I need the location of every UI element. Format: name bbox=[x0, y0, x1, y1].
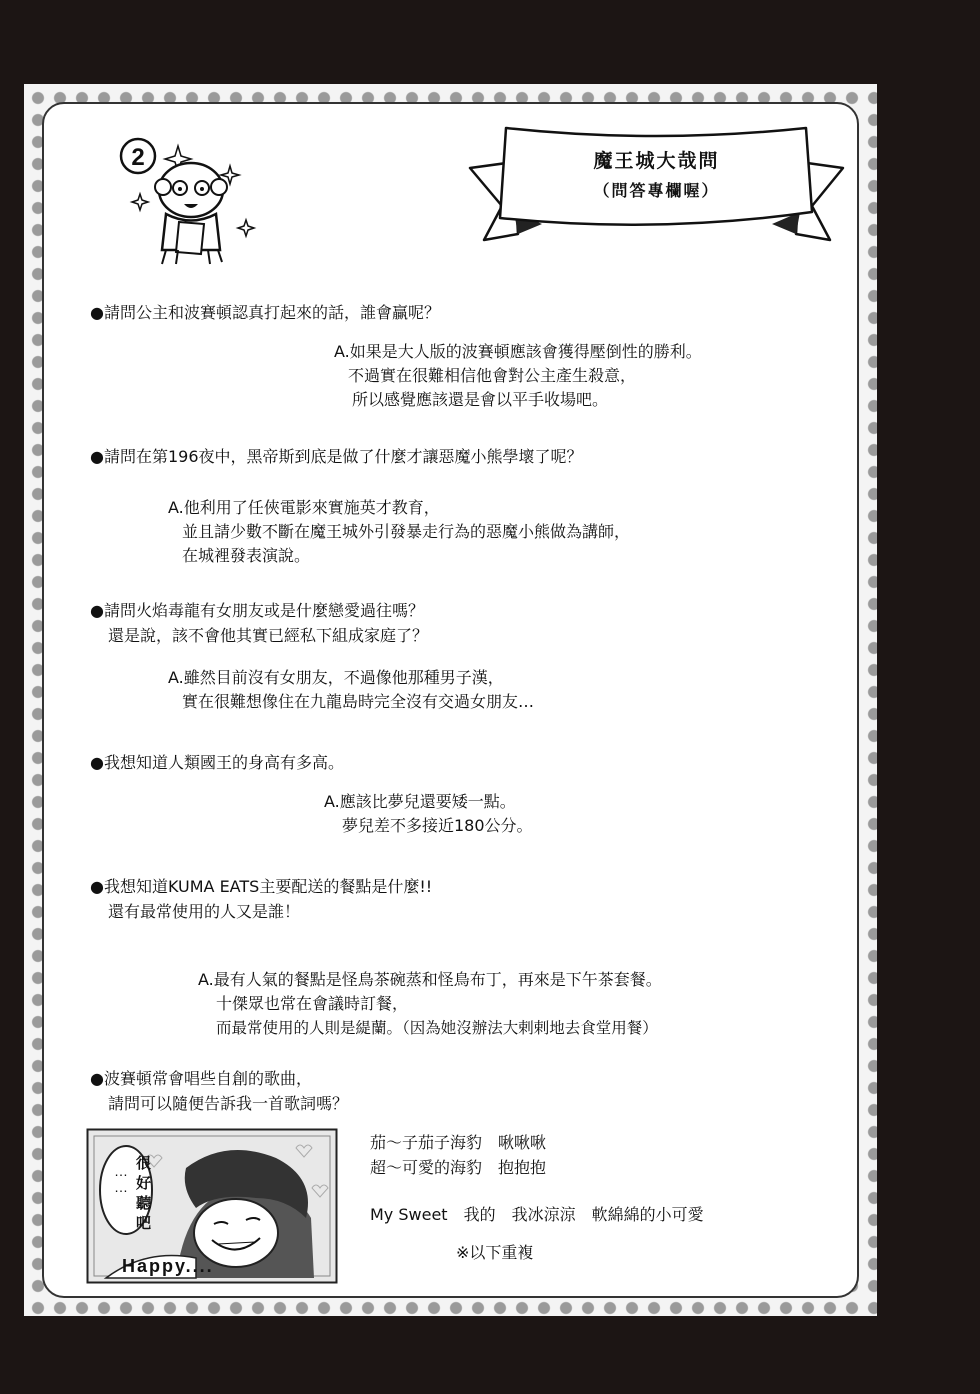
answer-line: A.應該比夢兒還要矮一點。 bbox=[324, 792, 516, 811]
answer-4 bbox=[324, 790, 533, 838]
question-line: ●波賽頓常會唱些自創的歌曲， bbox=[90, 1069, 312, 1088]
answer-line: 十傑眾也常在會議時訂餐， bbox=[216, 994, 409, 1013]
answer-line: 而最常使用的人則是緹蘭。（因為她沒辦法大剌剌地去食堂用餐） bbox=[216, 1019, 658, 1037]
answer-2 bbox=[168, 496, 630, 568]
question-line: ●請問火焰毒龍有女朋友或是什麼戀愛過往嗎？ bbox=[90, 601, 424, 620]
svg-text:很: 很 bbox=[136, 1155, 152, 1172]
answer-3 bbox=[168, 666, 534, 714]
svg-text:聽: 聽 bbox=[136, 1195, 152, 1212]
lyric-line: 茄～子茄子海豹 啾啾啾 bbox=[370, 1133, 547, 1152]
svg-text:…: … bbox=[114, 1179, 128, 1195]
lyric-line: 超～可愛的海豹 抱抱抱 bbox=[370, 1158, 547, 1177]
question-2 bbox=[90, 444, 583, 469]
question-line: 還有最常使用的人又是誰！ bbox=[108, 902, 301, 921]
answer-1 bbox=[334, 340, 702, 412]
answer-5 bbox=[198, 968, 662, 1040]
question-4 bbox=[90, 750, 344, 775]
comic-caption: Happy.... bbox=[122, 1256, 214, 1276]
answer-line: A.雖然目前沒有女朋友，不過像他那種男子漢， bbox=[168, 668, 504, 687]
svg-text:吧: 吧 bbox=[136, 1215, 152, 1232]
page-title: 魔王城大哉問 bbox=[593, 150, 720, 172]
answer-line: 所以感覺應該還是會以平手收場吧。 bbox=[352, 390, 609, 409]
question-line: 請問可以隨便告訴我一首歌詞嗎？ bbox=[108, 1094, 349, 1113]
answer-line: 夢兒差不多接近180公分。 bbox=[342, 816, 533, 835]
answer-line: A.他利用了任俠電影來實施英才教育， bbox=[168, 498, 440, 517]
question-3 bbox=[90, 598, 428, 648]
question-line: ●請問在第196夜中，黑帝斯到底是做了什麼才讓惡魔小熊學壞了呢？ bbox=[90, 447, 583, 466]
question-line: ●請問公主和波賽頓認真打起來的話，誰會贏呢？ bbox=[90, 303, 440, 322]
question-line: 還是說，該不會他其實已經私下組成家庭了？ bbox=[108, 626, 429, 645]
lyric-line: My Sweet 我的 我冰涼涼 軟綿綿的小可愛 bbox=[370, 1205, 704, 1224]
title-ribbon bbox=[464, 116, 849, 246]
svg-text:…: … bbox=[114, 1163, 128, 1179]
page-subtitle: （問答專欄喔） bbox=[593, 181, 720, 200]
question-6 bbox=[90, 1066, 348, 1116]
page-frame bbox=[24, 84, 877, 1316]
answer-line: 並且請少數不斷在魔王城外引發暴走行為的惡魔小熊做為講師， bbox=[182, 522, 631, 541]
question-line: ●我想知道KUMA EATS主要配送的餐點是什麼!! bbox=[90, 877, 433, 896]
song-lyrics bbox=[370, 1130, 704, 1227]
question-1 bbox=[90, 300, 440, 325]
svg-text:好: 好 bbox=[136, 1175, 152, 1192]
badge-number: 2 bbox=[131, 144, 145, 171]
answer-line: 實在很難想像住在九龍島時完全沒有交過女朋友… bbox=[182, 692, 535, 711]
question-line: ●我想知道人類國王的身高有多高。 bbox=[90, 753, 344, 772]
answer-line: A.如果是大人版的波賽頓應該會獲得壓倒性的勝利。 bbox=[334, 342, 702, 361]
qa-card bbox=[42, 102, 859, 1298]
question-5 bbox=[90, 874, 432, 924]
answer-line: A.最有人氣的餐點是怪鳥茶碗蒸和怪鳥布丁，再來是下午茶套餐。 bbox=[198, 970, 662, 989]
mascot-illustration bbox=[116, 132, 266, 267]
comic-panel bbox=[86, 1128, 338, 1284]
repeat-note: ※以下重複 bbox=[456, 1243, 534, 1262]
answer-line: 不過實在很難相信他會對公主產生殺意， bbox=[348, 366, 637, 385]
answer-line: 在城裡發表演說。 bbox=[182, 546, 311, 565]
